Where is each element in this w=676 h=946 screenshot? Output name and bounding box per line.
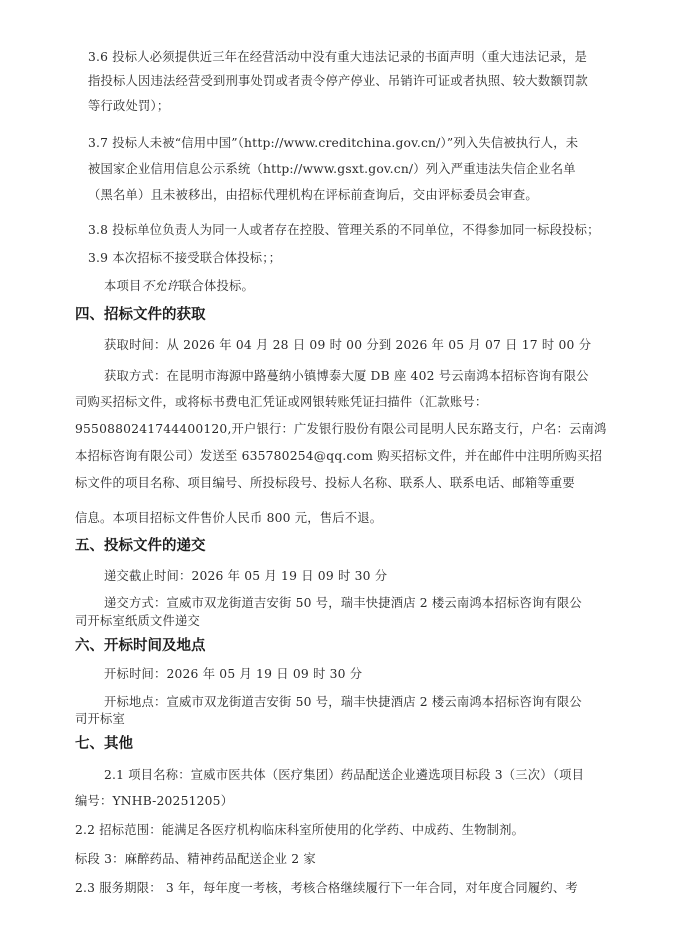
section-6-heading: 六、开标时间及地点 (75, 638, 206, 654)
item-2-1-line-2: 编号：YNHB-20251205） (75, 794, 234, 808)
submission-method-line-1: 递交方式：宣威市双龙街道吉安街 50 号，瑞丰快捷酒店 2 楼云南鸿本招标咨询有限公 (104, 596, 582, 610)
acquisition-time: 获取时间：从 2026 年 04 月 28 日 09 时 00 分到 2026 年 05 月 07 日 17 时 00 分 (104, 338, 592, 352)
acquisition-method-line-5: 标文件的项目名称、项目编号、所投标段号、投标人名称、联系人、联系电话、邮箱等重要 (75, 476, 575, 490)
acquisition-method-line-6: 信息。本项目招标文件售价人民币 800 元，售后不退。 (75, 511, 383, 525)
clause-3-7-line-1: 3.7 投标人未被“信用中国”（http://www.creditchina.gov.cn/）”列入失信被执行人，未 (88, 136, 579, 150)
submission-method-line-2: 司开标室纸质文件递交 (75, 614, 200, 628)
clause-3-7-line-3: （黑名单）且未被移出，由招标代理机构在评标前查询后，交由评标委员会审查。 (88, 188, 538, 202)
clause-3-8-line-1: 3.8 投标单位负责人为同一人或者存在控股、管理关系的不同单位，不得参加同一标段投标； (88, 223, 600, 237)
acquisition-method-line-4: 本招标咨询有限公司）发送至 635780254@qq.com 购买招标文件，并在邮件中注明所购买招 (75, 449, 603, 463)
acquisition-method-line-2: 司购买招标文件，或将标书费电汇凭证或网银转账凭证扫描件（汇款账号： (75, 395, 488, 409)
opening-place-line-2: 司开标室 (75, 712, 125, 726)
consortium-statement (104, 278, 254, 294)
clause-3-6-line-2: 指投标人因违法经营受到刑事处罚或者责令停产停业、吊销许可证或者执照、较大数额罚款 (88, 74, 588, 88)
clause-3-9-line-1: 3.9 本次招标不接受联合体投标；； (88, 251, 282, 265)
opening-time: 开标时间：2026 年 05 月 19 日 09 时 30 分 (104, 667, 363, 681)
acquisition-method-line-3: 9550880241744400120,开户银行：广发银行股份有限公司昆明人民东路支行，户名：云南鸿 (75, 422, 607, 436)
lot-3-line: 标段 3：麻醉药品、精神药品配送企业 2 家 (75, 852, 316, 866)
item-2-3-line-1: 2.3 服务期限： 3 年，每年度一考核，考核合格继续履行下一年合同，对年度合同履约、考 (75, 881, 578, 895)
clause-3-6-line-1: 3.6 投标人必须提供近三年在经营活动中没有重大违法记录的书面声明（重大违法记录，是 (88, 50, 588, 64)
consortium-suffix: 联合体投标。 (179, 279, 254, 293)
opening-place-line-1: 开标地点：宣威市双龙街道吉安街 50 号，瑞丰快捷酒店 2 楼云南鸿本招标咨询有限公 (104, 695, 582, 709)
clause-3-7-line-2: 被国家企业信用信息公示系统（http://www.gsxt.gov.cn/）列入严重违法失信企业名单 (88, 162, 576, 176)
item-2-1-line-1: 2.1 项目名称：宣威市医共体（医疗集团）药品配送企业遴选项目标段 3（三次）（项目 (104, 768, 585, 782)
consortium-italic: 不允许 (141, 279, 179, 293)
section-7-heading: 七、其他 (75, 736, 133, 752)
section-4-heading: 四、招标文件的获取 (75, 307, 206, 323)
clause-3-6-line-3: 等行政处罚）； (88, 99, 170, 113)
section-5-heading: 五、投标文件的递交 (75, 538, 206, 554)
consortium-prefix: 本项目 (104, 279, 142, 293)
item-2-2-line-1: 2.2 招标范围：能满足各医疗机构临床科室所使用的化学药、中成药、生物制剂。 (75, 823, 525, 837)
acquisition-method-line-1: 获取方式：在昆明市海源中路蔓纳小镇博泰大厦 DB 座 402 号云南鸿本招标咨询有限公 (104, 369, 589, 383)
submission-deadline: 递交截止时间：2026 年 05 月 19 日 09 时 30 分 (104, 569, 388, 583)
